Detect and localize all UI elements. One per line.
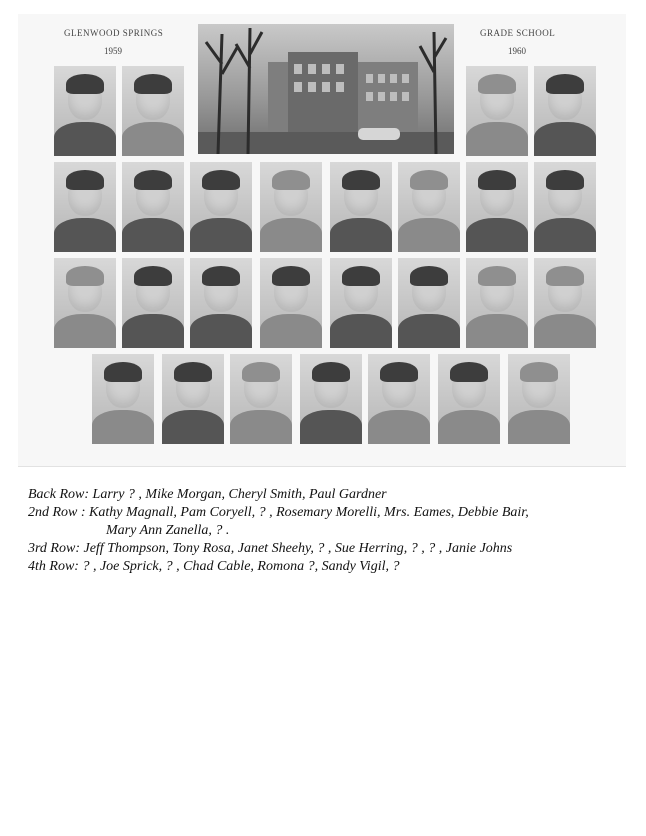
student-photo xyxy=(122,258,184,348)
student-photo xyxy=(260,162,322,252)
student-photo xyxy=(330,258,392,348)
student-photo xyxy=(54,162,116,252)
student-photo xyxy=(398,162,460,252)
caption-third-row: 3rd Row: Jeff Thompson, Tony Rosa, Janet Sheehy, ? , Sue Herring, ? , ? , Janie Johns xyxy=(28,541,513,556)
header-left: GLENWOOD SPRINGS xyxy=(64,28,164,38)
student-photo xyxy=(466,258,528,348)
student-photo xyxy=(162,354,224,444)
student-photo xyxy=(122,162,184,252)
student-photo xyxy=(54,258,116,348)
student-photo xyxy=(466,66,528,156)
student-photo xyxy=(438,354,500,444)
student-photo xyxy=(466,162,528,252)
student-photo xyxy=(398,258,460,348)
header-right: GRADE SCHOOL xyxy=(480,28,556,38)
student-photo xyxy=(260,258,322,348)
teacher-photo xyxy=(330,162,392,252)
student-photo xyxy=(534,258,596,348)
student-photo xyxy=(92,354,154,444)
student-photo xyxy=(534,162,596,252)
student-photo xyxy=(122,66,184,156)
student-photo xyxy=(534,66,596,156)
school-building-photo xyxy=(198,24,454,154)
caption-second-row-continued: Mary Ann Zanella, ? . xyxy=(106,523,230,538)
caption-fourth-row: 4th Row: ? , Joe Sprick, ? , Chad Cable, Romona ?, Sandy Vigil, ? xyxy=(28,559,400,574)
student-photo xyxy=(368,354,430,444)
student-photo xyxy=(508,354,570,444)
name-caption xyxy=(28,486,628,576)
caption-back-row: Back Row: Larry ? , Mike Morgan, Cheryl Smith, Paul Gardner xyxy=(28,487,387,502)
student-photo xyxy=(190,258,252,348)
year-left: 1959 xyxy=(104,46,122,56)
student-photo xyxy=(300,354,362,444)
caption-second-row: 2nd Row : Kathy Magnall, Pam Coryell, ? , Rosemary Morelli, Mrs. Eames, Debbie Bair, xyxy=(28,505,529,520)
student-photo xyxy=(190,162,252,252)
year-right: 1960 xyxy=(508,46,526,56)
student-photo xyxy=(54,66,116,156)
class-composite-photo xyxy=(18,14,626,467)
school-building-image xyxy=(198,24,454,154)
student-photo xyxy=(230,354,292,444)
